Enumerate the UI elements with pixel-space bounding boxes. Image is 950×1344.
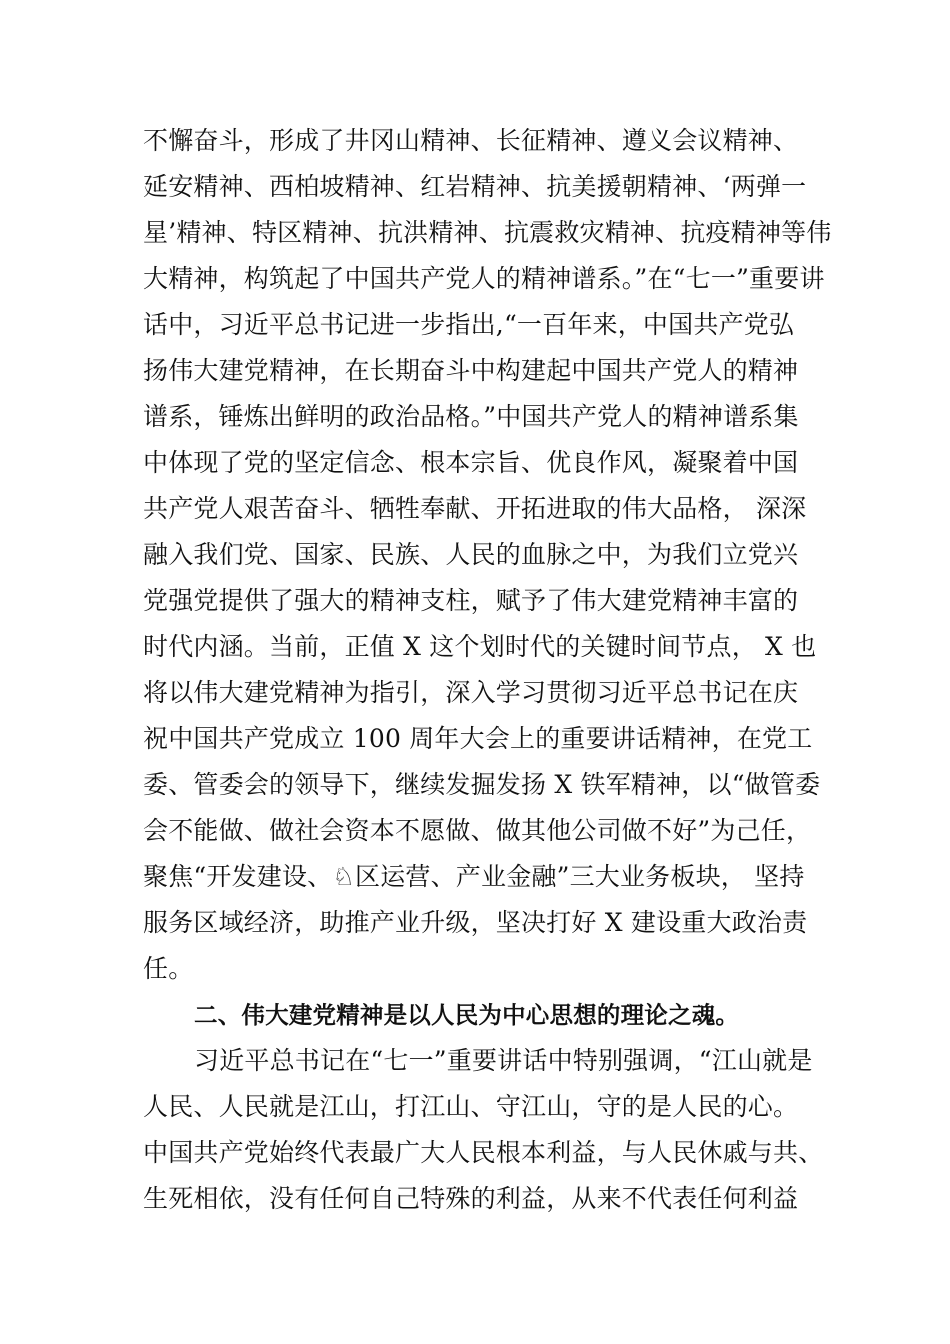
paragraph-line: 任。 (143, 954, 194, 983)
paragraph-line: 扬伟大建党精神，在长期奋斗中构建起中国共产党人的精神 (143, 356, 799, 385)
paragraph-line: 融入我们党、国家、民族、人民的血脉之中，为我们立党兴 (143, 540, 799, 569)
paragraph-line: 祝中国共产党成立 100 周年大会上的重要讲话精神，在党工 (143, 724, 813, 753)
paragraph-line: 委、管委会的领导下，继续发掘发扬 X 铁军精神，以“做管委 (143, 770, 821, 799)
section-heading: 二、伟大建党精神是以人民为中心思想的理论之魂。 (194, 1001, 740, 1029)
paragraph-line: 人民、人民就是江山，打江山、守江山，守的是人民的心。 (143, 1092, 799, 1121)
paragraph-line: 延安精神、西柏坡精神、红岩精神、抗美援朝精神、‘两弹一 (143, 172, 807, 201)
paragraph-line: 星’精神、特区精神、抗洪精神、抗震救灾精神、抗疫精神等伟 (143, 218, 832, 247)
paragraph-line: 党强党提供了强大的精神支柱，赋予了伟大建党精神丰富的 (143, 586, 799, 615)
paragraph-line: 中体现了党的坚定信念、根本宗旨、优良作风，凝聚着中国 (143, 448, 799, 477)
paragraph-line: 中国共产党始终代表最广大人民根本利益，与人民休戚与共、 (143, 1138, 824, 1167)
paragraph-line: 聚焦“开发建设、♘区运营、产业金融”三大业务板块， 坚持 (143, 862, 805, 891)
paragraph-line: 共产党人艰苦奋斗、牺牲奉献、开拓进取的伟大品格， 深深 (143, 494, 807, 523)
paragraph-line: 谱系，锤炼出鲜明的政治品格。”中国共产党人的精神谱系集 (143, 402, 799, 431)
document-body (143, 118, 833, 1222)
paragraph-line: 会不能做、做社会资本不愿做、做其他公司做不好”为己任， (143, 816, 812, 845)
paragraph-line: 习近平总书记在“七一”重要讲话中特别强调，“江山就是 (194, 1046, 813, 1075)
paragraph-line: 不懈奋斗，形成了井冈山精神、长征精神、遵义会议精神、 (143, 126, 799, 155)
paragraph-line: 大精神，构筑起了中国共产党人的精神谱系。”在“七一”重要讲 (143, 264, 825, 293)
paragraph-line: 将以伟大建党精神为指引，深入学习贯彻习近平总书记在庆 (143, 678, 799, 707)
paragraph-line: 生死相依，没有任何自己特殊的利益，从来不代表任何利益 (143, 1184, 799, 1213)
paragraph-line: 话中，习近平总书记进一步指出,“一百年来，中国共产党弘 (143, 310, 795, 339)
paragraph-line: 服务区域经济，助推产业升级，坚决打好 X 建设重大政治责 (143, 908, 808, 937)
paragraph-line: 时代内涵。当前，正值 X 这个划时代的关键时间节点， X 也 (143, 632, 817, 661)
